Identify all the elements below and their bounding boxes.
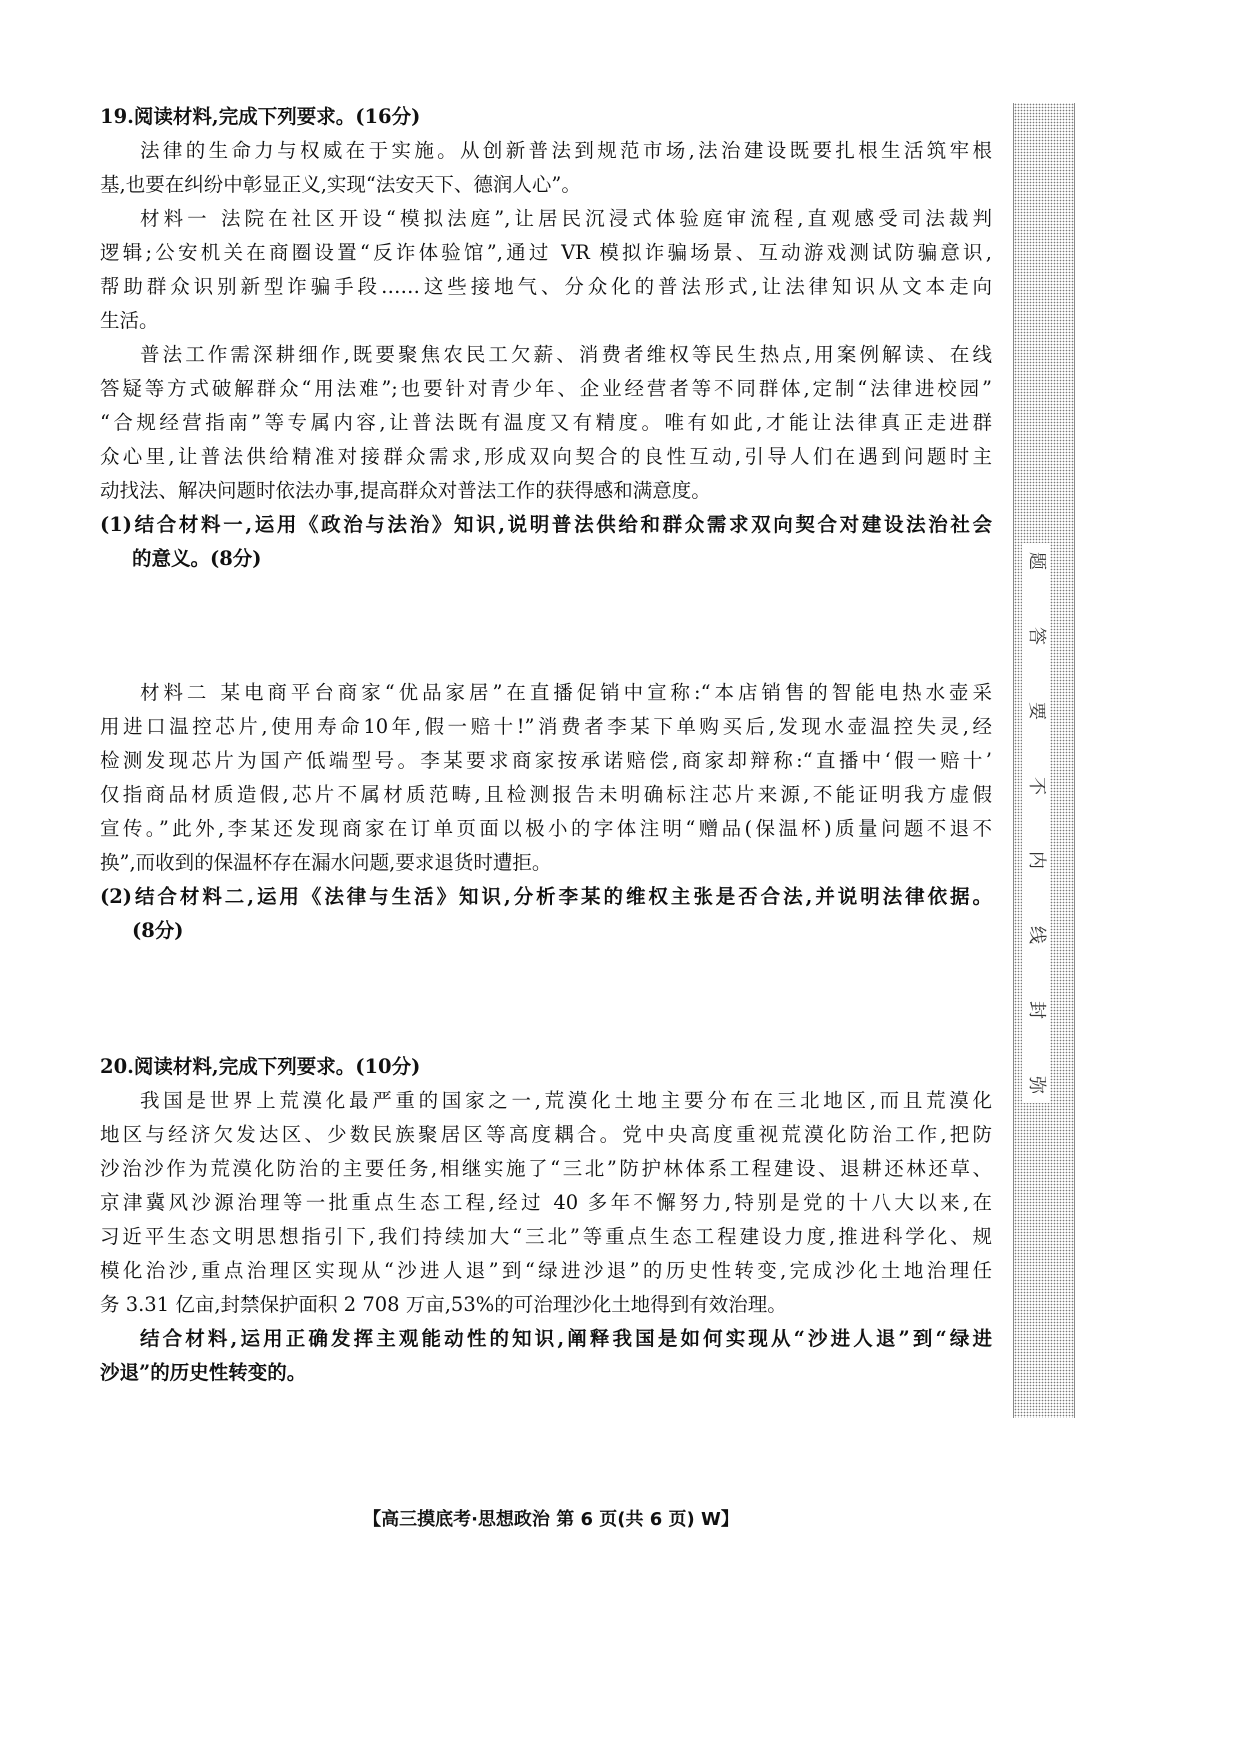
material-2-line: 换”,而收到的保温杯存在漏水问题,要求退货时遭拒。 (100, 851, 552, 874)
q19-intro (100, 134, 992, 202)
q19-sub-question-1 (100, 508, 992, 576)
material-1-line: 帮助群众识别新型诈骗手段……这些接地气、分众化的普法形式,让法律知识从文本走向 (100, 275, 992, 298)
seal-line-strip (1013, 103, 1075, 1418)
material-2-line: 检测发现芯片为国产低端型号。李某要求商家按承诺赔偿,商家却辩称:“直播中‘假一赔十’ (100, 749, 992, 772)
material-2-line: 材料二 某电商平台商家“优品家居”在直播促销中宣称:“本店销售的智能电热水壶采 (140, 681, 992, 704)
material-1b-line: 答疑等方式破解群众“用法难”;也要针对青少年、企业经营者等不同群体,定制“法律进校园” (100, 377, 992, 400)
q19-material-1 (100, 202, 992, 338)
seal-char: 不 (1026, 776, 1047, 795)
seal-char: 弥 (1026, 1075, 1047, 1094)
answer-space (100, 948, 992, 1050)
seal-char: 要 (1026, 701, 1047, 720)
q20-task-line: 沙退”的历史性转变的。 (100, 1361, 307, 1384)
q20-material-line: 地区与经济欠发达区、少数民族聚居区等高度耦合。党中央高度重视荒漠化防治工作,把防 (100, 1123, 992, 1146)
material-2-line: 用进口温控芯片,使用寿命10年,假一赔十!”消费者李某下单购买后,发现水壶温控失灵,经 (100, 715, 992, 738)
sub-question-1-line: (1)结合材料一,运用《政治与法治》知识,说明普法供给和群众需求双向契合对建设法治社会 (100, 513, 992, 536)
seal-char: 答 (1026, 626, 1047, 645)
q20-material-line: 京津冀风沙源治理等一批重点生态工程,经过 40 多年不懈努力,特别是党的十八大以来,在 (100, 1191, 992, 1214)
q19-material-2 (100, 676, 992, 880)
q20-material-line: 习近平生态文明思想指引下,我们持续加大“三北”等重点生态工程建设力度,推进科学化、规 (100, 1225, 992, 1248)
q20-task (100, 1322, 992, 1390)
exam-content (100, 100, 992, 1390)
q19-sub-question-2 (100, 880, 992, 948)
sub-question-2-line: (8分) (132, 919, 184, 942)
material-2-line: 宣传。”此外,李某还发现商家在订单页面以极小的字体注明“赠品(保温杯)质量问题不退不 (100, 817, 992, 840)
q19-header: 19.阅读材料,完成下列要求。(16分) (100, 105, 421, 128)
q19-intro-line: 法律的生命力与权威在于实施。从创新普法到规范市场,法治建设既要扎根生活筑牢根 (140, 139, 992, 162)
q20-material-line: 务 3.31 亿亩,封禁保护面积 2 708 万亩,53%的可治理沙化土地得到有效治理。 (100, 1293, 787, 1316)
q19-material-1-continued (100, 338, 992, 508)
q20-material-line: 沙治沙作为荒漠化防治的主要任务,相继实施了“三北”防护林体系工程建设、退耕还林还草、 (100, 1157, 992, 1180)
q20-material (100, 1084, 992, 1322)
material-1-line: 逻辑;公安机关在商圈设置“反诈体验馆”,通过 VR 模拟诈骗场景、互动游戏测试防骗意识, (100, 241, 992, 264)
page-footer: 【高三摸底考·思想政治 第 6 页(共 6 页) W】 (363, 1509, 739, 1530)
q20-material-line: 我国是世界上荒漠化最严重的国家之一,荒漠化土地主要分布在三北地区,而且荒漠化 (140, 1089, 992, 1112)
seal-char: 封 (1026, 1001, 1047, 1020)
q20-header: 20.阅读材料,完成下列要求。(10分) (100, 1055, 421, 1078)
answer-space (100, 576, 992, 676)
seal-char: 题 (1026, 552, 1047, 570)
material-1-line: 生活。 (100, 309, 159, 332)
material-1b-line: “合规经营指南”等专属内容,让普法既有温度又有精度。唯有如此,才能让法律真正走进群 (100, 411, 992, 434)
q20-material-line: 模化治沙,重点治理区实现从“沙进人退”到“绿进沙退”的历史性转变,完成沙化土地治理任 (100, 1259, 992, 1282)
seal-warning-text (1022, 543, 1050, 1103)
q19-intro-line: 基,也要在纠纷中彰显正义,实现“法安天下、德润人心”。 (100, 173, 581, 196)
material-1b-line: 众心里,让普法供给精准对接群众需求,形成双向契合的良性互动,引导人们在遇到问题时主 (100, 445, 992, 468)
sub-question-2-line: (2)结合材料二,运用《法律与生活》知识,分析李某的维权主张是否合法,并说明法律依据。 (100, 885, 992, 908)
seal-char: 内 (1026, 851, 1047, 870)
q20-task-line: 结合材料,运用正确发挥主观能动性的知识,阐释我国是如何实现从“沙进人退”到“绿进 (140, 1327, 992, 1350)
material-1b-line: 普法工作需深耕细作,既要聚焦农民工欠薪、消费者维权等民生热点,用案例解读、在线 (140, 343, 992, 366)
material-2-line: 仅指商品材质造假,芯片不属材质范畴,且检测报告未明确标注芯片来源,不能证明我方虚假 (100, 783, 992, 806)
material-1b-line: 动找法、解决问题时依法办事,提高群众对普法工作的获得感和满意度。 (100, 479, 711, 502)
sub-question-1-line: 的意义。(8分) (132, 547, 262, 570)
seal-char: 线 (1026, 926, 1047, 945)
material-1-line: 材料一 法院在社区开设“模拟法庭”,让居民沉浸式体验庭审流程,直观感受司法裁判 (140, 207, 992, 230)
